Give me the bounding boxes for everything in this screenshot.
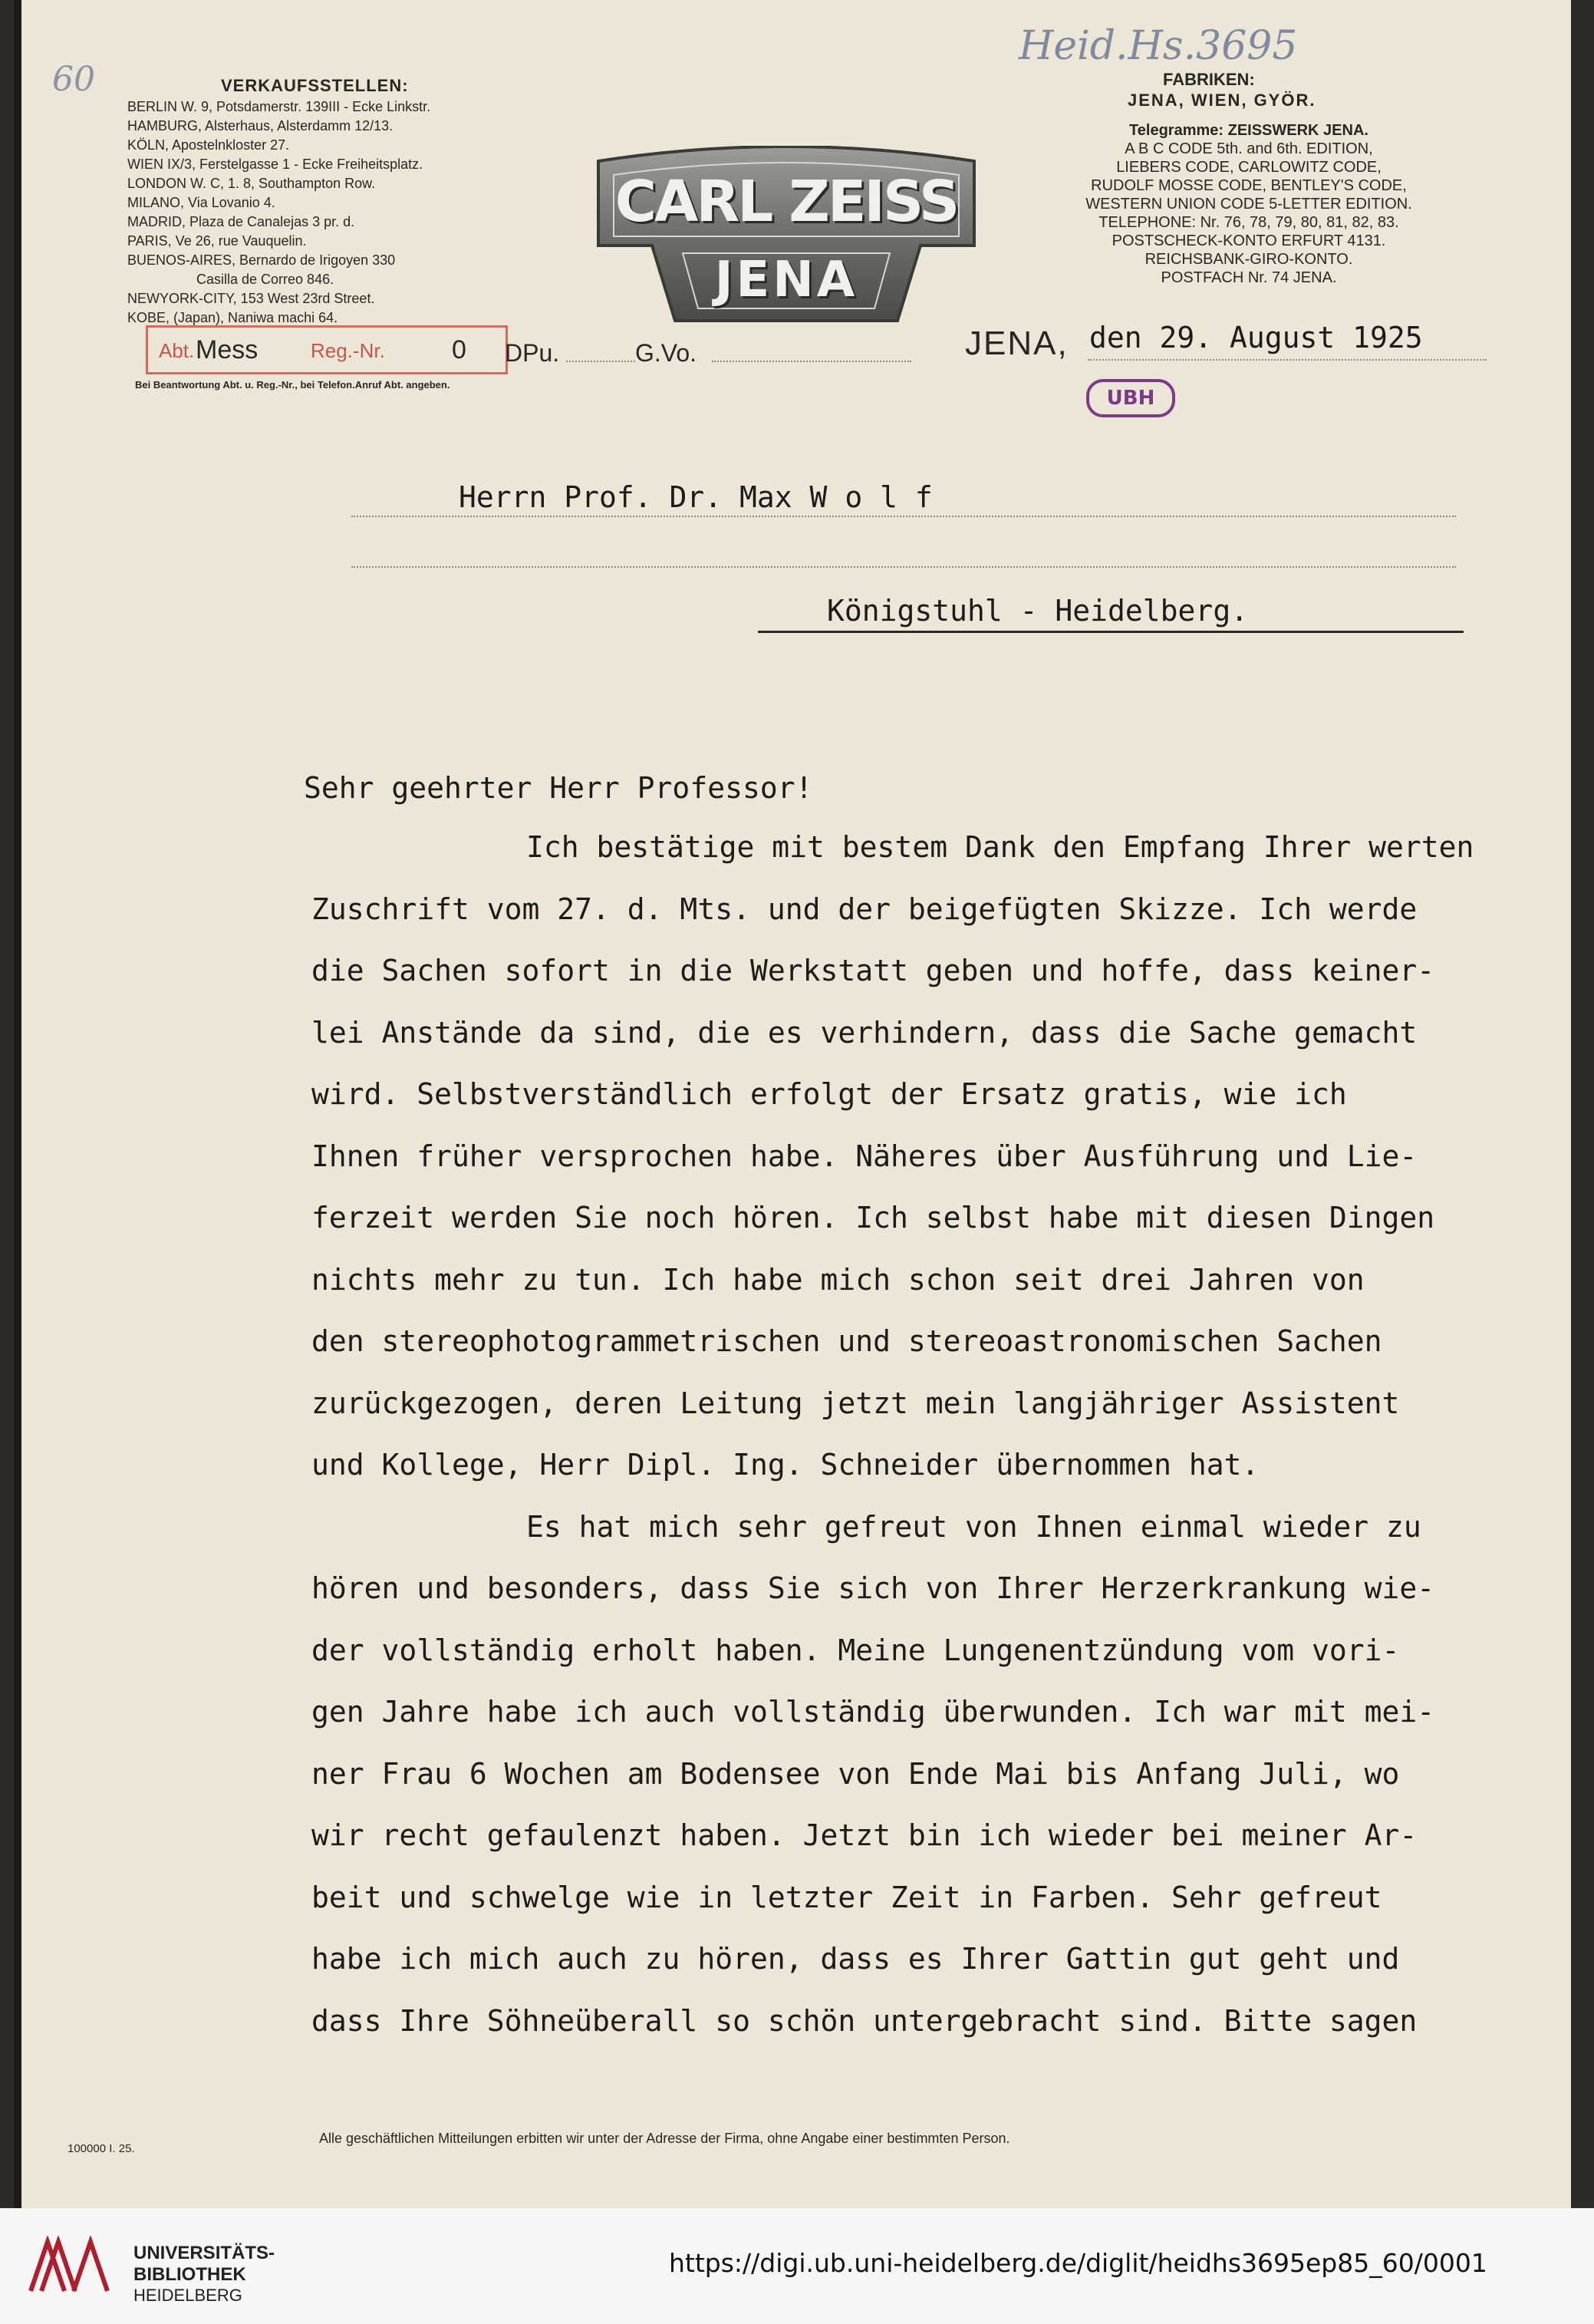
logo-text-jena: JENA bbox=[714, 252, 858, 308]
body-line-12: hören und besonders, dass Sie sich von Ihrer Herzerkrankung wie- bbox=[311, 1571, 1435, 1605]
reference-note: Bei Beantwortung Abt. u. Reg.-Nr., bei Telefon.Anruf Abt. angeben. bbox=[135, 379, 450, 391]
sales-offices-list bbox=[127, 98, 430, 328]
body-line-17: beit und schwelge wie in letzter Zeit in Farben. Sehr gefreut bbox=[311, 1880, 1382, 1914]
body-line-5: Ihnen früher versprochen habe. Näheres über Ausführung und Lie- bbox=[311, 1139, 1418, 1173]
print-code: 100000 I. 25. bbox=[68, 2142, 135, 2155]
sales-office-2: KÖLN, Apostelnkloster 27. bbox=[127, 137, 290, 153]
sales-office-8: BUENOS-AIRES, Bernardo de Irigoyen 330 bbox=[127, 252, 396, 268]
body-line-14: gen Jahre habe ich auch vollständig überwunden. Ich war mit mei- bbox=[311, 1695, 1435, 1729]
body-line-0: Ich bestätige mit bestem Dank den Empfang Ihrer werten bbox=[526, 830, 1474, 864]
body-line-11: Es hat mich sehr gefreut von Ihnen einmal wieder zu bbox=[526, 1509, 1421, 1544]
body-line-3: lei Anstände da sind, die es verhindern, dass die Sache gemacht bbox=[311, 1015, 1418, 1050]
contact-line-3: RUDOLF MOSSE CODE, BENTLEY'S CODE, bbox=[1091, 177, 1407, 194]
body-line-7: nichts mehr zu tun. Ich habe mich schon seit drei Jahren von bbox=[311, 1262, 1365, 1297]
contact-line-1: A B C CODE 5th. and 6th. EDITION, bbox=[1125, 140, 1373, 157]
body-line-4: wird. Selbstverständlich erfolgt der Ersatz gratis, wie ich bbox=[311, 1077, 1347, 1111]
body-line-13: der vollständig erholt haben. Meine Lungenentzündung vom vori- bbox=[311, 1633, 1400, 1667]
factories-heading: FABRIKEN: bbox=[1163, 70, 1255, 89]
bottom-notice: Alle geschäftlichen Mitteilungen erbitten wir unter der Adresse der Firma, ohne Angabe einer bestimmten Person. bbox=[319, 2131, 1010, 2146]
abt-label: Abt. bbox=[159, 339, 195, 362]
body-line-8: den stereophotogrammetrischen und stereoastronomischen Sachen bbox=[311, 1324, 1382, 1358]
address-recipient: Herrn Prof. Dr. Max W o l f bbox=[459, 480, 933, 514]
sales-office-0: BERLIN W. 9, Potsdamerstr. 139III - Ecke Linkstr. bbox=[127, 99, 431, 114]
sales-office-11: KOBE, (Japan), Naniwa machi 64. bbox=[127, 310, 338, 325]
carl-zeiss-logo bbox=[583, 146, 990, 330]
body-line-18: habe ich mich auch zu hören, dass es Ihrer Gattin gut geht und bbox=[311, 1942, 1400, 1976]
body-line-15: ner Frau 6 Wochen am Bodensee von Ende Mai bis Anfang Juli, wo bbox=[311, 1756, 1400, 1791]
factories-list: JENA, WIEN, GYÖR. bbox=[1128, 91, 1316, 110]
sales-office-4: LONDON W. C, 1. 8, Southampton Row. bbox=[127, 176, 376, 191]
page-number-handwritten: 60 bbox=[52, 60, 95, 99]
address-place: Königstuhl - Heidelberg. bbox=[827, 594, 1249, 628]
library-footer bbox=[0, 2208, 1594, 2324]
dpu-label: DPu. bbox=[505, 339, 560, 367]
place-jena: JENA, bbox=[965, 325, 1069, 362]
ubh-stamp-text: UBH bbox=[1106, 387, 1155, 410]
contact-line-4: WESTERN UNION CODE 5-LETTER EDITION. bbox=[1085, 196, 1412, 213]
permalink-url[interactable]: https://digi.ub.uni-heidelberg.de/diglit/heidhs3695ep85_60/0001 bbox=[669, 2248, 1487, 2278]
library-name-3: HEIDELBERG bbox=[133, 2286, 242, 2305]
contact-line-5: TELEPHONE: Nr. 76, 78, 79, 80, 81, 82, 83. bbox=[1098, 214, 1399, 231]
sales-heading: VERKAUFSSTELLEN: bbox=[221, 76, 409, 95]
sales-office-3: WIEN IX/3, Ferstelgasse 1 - Ecke Freiheitsplatz. bbox=[127, 157, 423, 172]
abt-value: Mess bbox=[196, 335, 259, 364]
ubh-stamp bbox=[1086, 379, 1175, 417]
body-line-19: dass Ihre Söhneüberall so schön untergebracht sind. Bitte sagen bbox=[311, 2003, 1418, 2038]
library-name-1: UNIVERSITÄTS- bbox=[133, 2243, 275, 2263]
address-line-1 bbox=[351, 516, 1456, 517]
dpu-line bbox=[566, 361, 635, 362]
sales-office-9: Casilla de Correo 846. bbox=[196, 272, 334, 287]
address-line-2 bbox=[351, 566, 1456, 568]
body-line-10: und Kollege, Herr Dipl. Ing. Schneider übernommen hat. bbox=[311, 1448, 1260, 1482]
body-line-2: die Sachen sofort in die Werkstatt geben und hoffe, dass keiner- bbox=[311, 954, 1435, 987]
letter-date: den 29. August 1925 bbox=[1089, 321, 1423, 354]
reg-value: 0 bbox=[452, 335, 466, 364]
body-line-6: ferzeit werden Sie noch hören. Ich selbst habe mit diesen Dingen bbox=[311, 1201, 1435, 1235]
library-name-2: BIBLIOTHEK bbox=[133, 2264, 246, 2285]
body-line-16: wir recht gefaulenzt haben. Jetzt bin ich wieder bei meiner Ar- bbox=[311, 1818, 1418, 1852]
body-line-1: Zuschrift vom 27. d. Mts. und der beigefügten Skizze. Ich werde bbox=[311, 892, 1418, 926]
contacts-block bbox=[1011, 121, 1487, 287]
sales-office-7: PARIS, Ve 26, rue Vauquelin. bbox=[127, 233, 307, 249]
sales-office-1: HAMBURG, Alsterhaus, Alsterdamm 12/13. bbox=[127, 118, 394, 134]
gvo-line bbox=[712, 361, 911, 362]
library-logo-icon bbox=[23, 2236, 130, 2297]
body-line-9: zurückgezogen, deren Leitung jetzt mein langjähriger Assistent bbox=[311, 1386, 1400, 1420]
reg-label: Reg.-Nr. bbox=[311, 339, 385, 362]
sales-office-6: MADRID, Plaza de Canalejas 3 pr. d. bbox=[127, 214, 355, 229]
contact-line-6: POSTSCHECK-KONTO ERFURT 4131. bbox=[1112, 232, 1386, 249]
logo-text-carl-zeiss: CARL ZEISS bbox=[614, 169, 958, 235]
reference-box bbox=[146, 325, 508, 374]
archive-mark-handwritten: Heid.Hs.3695 bbox=[1019, 23, 1298, 69]
letter-page bbox=[14, 0, 1571, 2208]
sales-office-10: NEWYORK-CITY, 153 West 23rd Street. bbox=[127, 291, 375, 306]
contact-line-7: REICHSBANK-GIRO-KONTO. bbox=[1144, 251, 1353, 268]
page-edge bbox=[14, 0, 21, 2208]
salutation: Sehr geehrter Herr Professor! bbox=[304, 771, 813, 805]
gvo-label: G.Vo. bbox=[635, 339, 697, 367]
date-line bbox=[1088, 359, 1487, 361]
address-rule bbox=[758, 631, 1464, 633]
contact-line-2: LIEBERS CODE, CARLOWITZ CODE, bbox=[1116, 159, 1382, 176]
contact-line-0: Telegramme: ZEISSWERK JENA. bbox=[1129, 122, 1368, 139]
contact-line-8: POSTFACH Nr. 74 JENA. bbox=[1161, 269, 1337, 286]
library-logo bbox=[23, 2236, 130, 2297]
sales-office-5: MILANO, Via Lovanio 4. bbox=[127, 195, 275, 210]
